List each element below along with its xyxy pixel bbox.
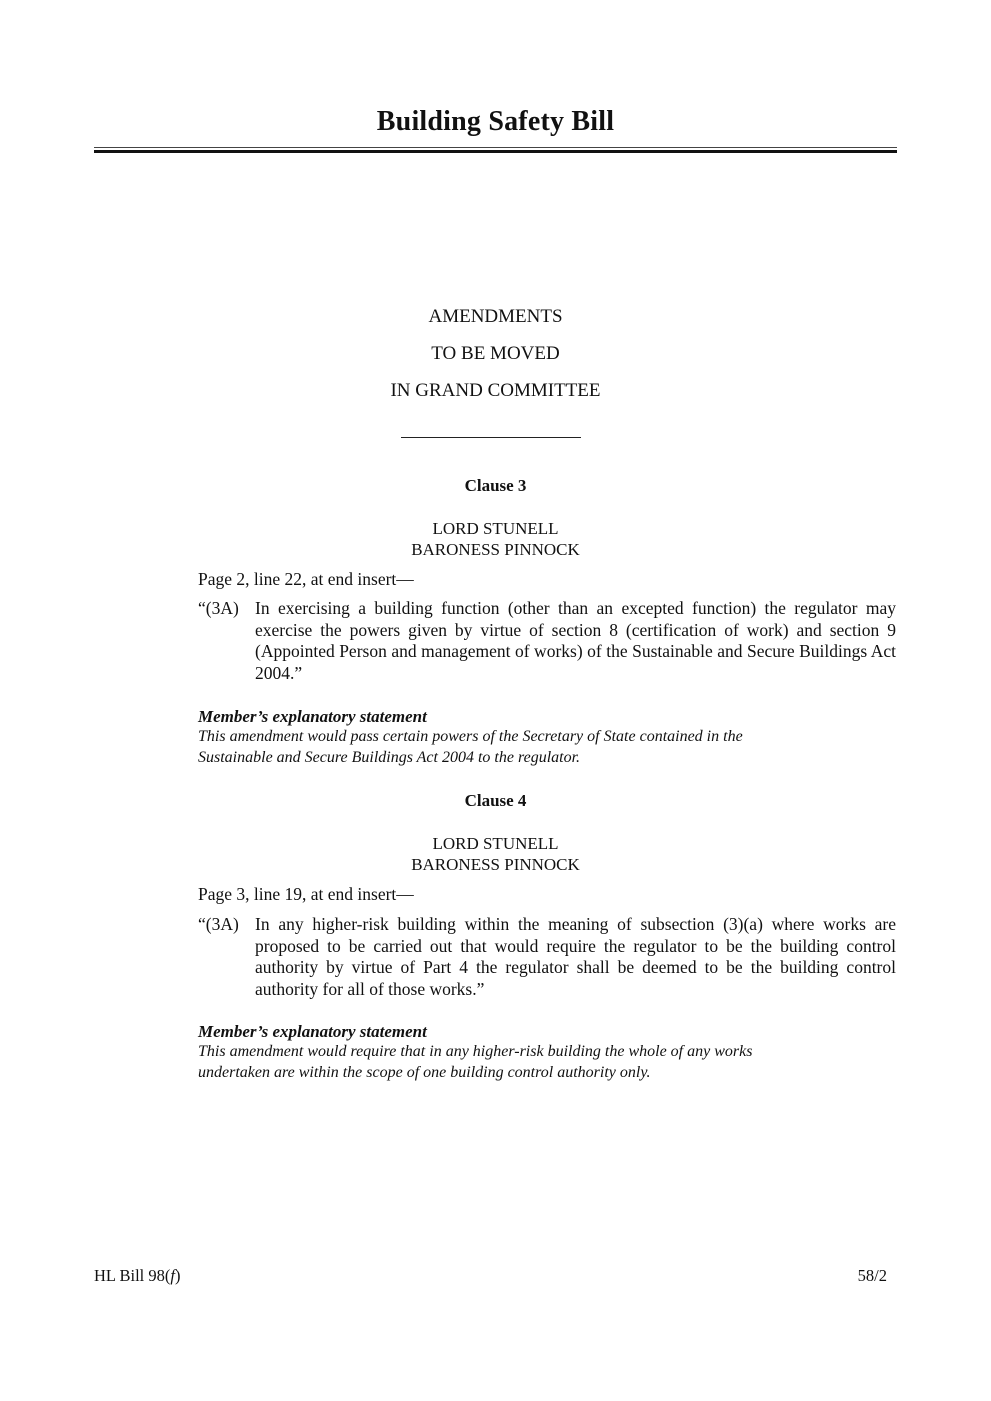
title-rule-thick: [94, 150, 897, 153]
page-reference: 58/2: [857, 1266, 887, 1285]
member-name: LORD STUNELL: [432, 834, 559, 853]
statement-heading: Member’s explanatory statement: [198, 1022, 427, 1041]
bill-reference-prefix: HL Bill 98(: [94, 1266, 171, 1285]
clause-heading: Clause 4: [464, 791, 527, 810]
subsection-number: “(3A): [198, 598, 239, 618]
amendment-body: In any higher-risk building within the meaning of subsection (3)(a) where works are proposed to be carried out that would require the regulator to be the building control authority by virtue of Part 4 the regulator shall be deemed to be the building control authority for all of those works.”: [255, 914, 896, 999]
statement-line: This amendment would require that in any higher-risk building the whole of any works: [198, 1043, 753, 1060]
page-title: Building Safety Bill: [376, 106, 615, 137]
clause-heading: Clause 3: [464, 476, 527, 495]
statement-line: Sustainable and Secure Buildings Act 2004 to the regulator.: [198, 748, 581, 766]
member-name: LORD STUNELL: [432, 519, 559, 538]
bill-reference: [94, 1266, 180, 1286]
amendment-location: Page 2, line 22, at end insert—: [198, 569, 414, 589]
member-name: BARONESS PINNOCK: [411, 540, 580, 559]
preamble-line-1: AMENDMENTS: [428, 306, 563, 327]
bill-reference-suffix: ): [174, 1266, 181, 1285]
explanatory-statement: [198, 1022, 898, 1083]
section-divider: [401, 437, 581, 438]
statement-heading: Member’s explanatory statement: [198, 707, 427, 726]
statement-line: This amendment would pass certain powers of the Secretary of State contained in the: [198, 728, 743, 745]
bill-reference-letter: f: [170, 1266, 175, 1285]
member-name: BARONESS PINNOCK: [411, 855, 580, 874]
title-rule-thin: [94, 147, 897, 148]
amendment-body: In exercising a building function (other than an excepted function) the regulator may exercise the powers given by virtue of section 8 (certification of work) and section 9 (Appointed Person and management of works) of the Sustainable and Secure Buildings Act 2004.”: [255, 598, 896, 683]
preamble-line-3: IN GRAND COMMITTEE: [390, 380, 601, 401]
statement-line: undertaken are within the scope of one building control authority only.: [198, 1063, 651, 1081]
subsection-number: “(3A): [198, 914, 239, 934]
amendment-text-block: [198, 914, 896, 1000]
amendment-location: Page 3, line 19, at end insert—: [198, 884, 414, 904]
preamble-line-2: TO BE MOVED: [431, 343, 560, 364]
explanatory-statement: [198, 707, 898, 768]
amendment-text-block: [198, 598, 896, 684]
